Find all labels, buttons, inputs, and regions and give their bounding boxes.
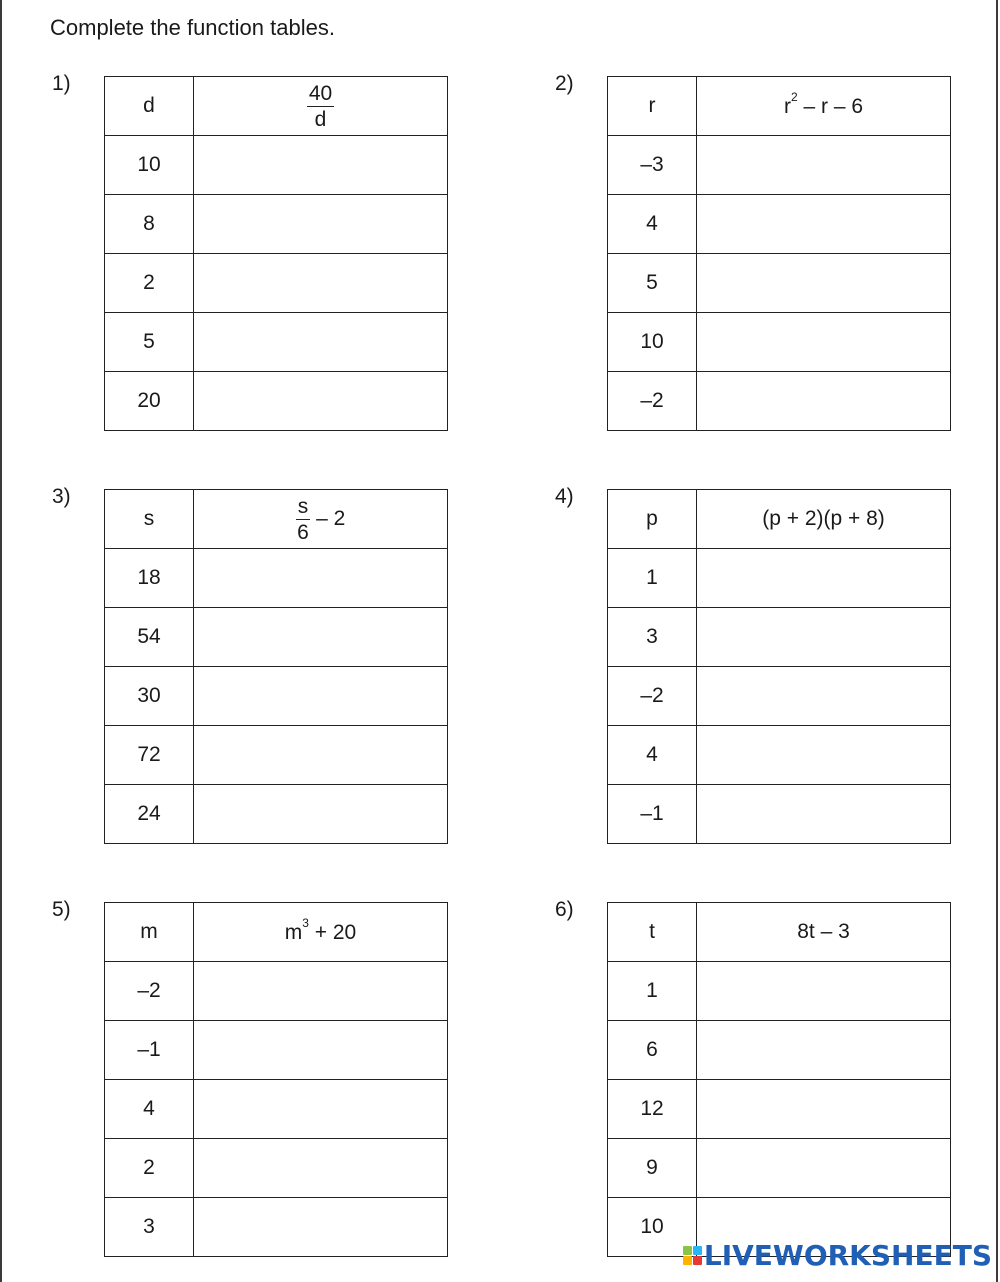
answer-cell[interactable] (194, 254, 448, 313)
table-header-row (105, 903, 448, 962)
rule-rest: – r – 6 (797, 94, 864, 118)
rule-fraction (307, 83, 334, 130)
liveworksheets-logo (683, 1239, 992, 1272)
table-row (105, 195, 448, 254)
input-variable-header: r (608, 77, 697, 136)
function-table (104, 902, 448, 1257)
answer-cell[interactable] (194, 549, 448, 608)
input-value: 10 (608, 1198, 697, 1257)
answer-cell[interactable] (194, 1080, 448, 1139)
rule-rest: – 2 (310, 506, 346, 530)
answer-cell[interactable] (194, 667, 448, 726)
table-row (105, 608, 448, 667)
instructions-text: Complete the function tables. (50, 15, 335, 40)
input-variable-header: m (105, 903, 194, 962)
answer-cell[interactable] (697, 313, 951, 372)
table-row (105, 1198, 448, 1257)
table-row (608, 1139, 951, 1198)
input-value: –2 (608, 372, 697, 431)
answer-cell[interactable] (697, 195, 951, 254)
problem-number: 3) (52, 485, 71, 508)
function-table (104, 76, 448, 431)
input-value: 3 (105, 1198, 194, 1257)
answer-cell[interactable] (697, 372, 951, 431)
table-row (608, 136, 951, 195)
rule-base: r (783, 94, 791, 118)
table-row (608, 313, 951, 372)
rule-exponent: 3 (302, 915, 309, 930)
problem-number: 4) (555, 485, 574, 508)
input-value: 4 (608, 195, 697, 254)
input-value: –1 (608, 785, 697, 844)
table-header-row (608, 903, 951, 962)
function-table (607, 76, 951, 431)
problem-number: 1) (52, 72, 71, 95)
input-value: –1 (105, 1021, 194, 1080)
input-value: 5 (608, 254, 697, 313)
table-row (105, 313, 448, 372)
input-variable-header: p (608, 490, 697, 549)
table-row (608, 726, 951, 785)
table-row (608, 785, 951, 844)
answer-cell[interactable] (697, 1139, 951, 1198)
input-value: 2 (105, 1139, 194, 1198)
input-value: 10 (608, 313, 697, 372)
table-row (608, 254, 951, 313)
input-value: 3 (608, 608, 697, 667)
problem-number: 2) (555, 72, 574, 95)
answer-cell[interactable] (194, 372, 448, 431)
input-value: 2 (105, 254, 194, 313)
rule-header (194, 490, 448, 549)
input-value: 4 (608, 726, 697, 785)
rule-exponent: 2 (790, 89, 798, 104)
answer-cell[interactable] (194, 726, 448, 785)
rule-denominator: d (314, 107, 327, 131)
input-value: 30 (105, 667, 194, 726)
answer-cell[interactable] (194, 962, 448, 1021)
input-value: 5 (105, 313, 194, 372)
input-value: 6 (608, 1021, 697, 1080)
logo-text: LIVEWORKSHEETS (703, 1239, 992, 1272)
input-variable-header: s (105, 490, 194, 549)
table-row (608, 549, 951, 608)
table-row (105, 1021, 448, 1080)
table-row (608, 608, 951, 667)
table-row (608, 195, 951, 254)
input-value: –3 (608, 136, 697, 195)
function-table (104, 489, 448, 844)
answer-cell[interactable] (697, 962, 951, 1021)
rule-rest: + 20 (308, 920, 357, 944)
input-value: 12 (608, 1080, 697, 1139)
answer-cell[interactable] (697, 608, 951, 667)
input-value: 54 (105, 608, 194, 667)
answer-cell[interactable] (194, 1198, 448, 1257)
answer-cell[interactable] (697, 726, 951, 785)
rule-denominator: 6 (297, 520, 309, 544)
table-header-row (105, 77, 448, 136)
rule-header: 8t – 3 (697, 903, 951, 962)
input-value: 8 (105, 195, 194, 254)
table-header-row (608, 490, 951, 549)
answer-cell[interactable] (697, 785, 951, 844)
logo-block (693, 1246, 702, 1255)
input-variable-header: d (105, 77, 194, 136)
table-row (608, 667, 951, 726)
answer-cell[interactable] (194, 1139, 448, 1198)
answer-cell[interactable] (194, 1021, 448, 1080)
rule-header (194, 77, 448, 136)
answer-cell[interactable] (194, 785, 448, 844)
table-header-row (608, 77, 951, 136)
table-row (105, 254, 448, 313)
table-row (105, 726, 448, 785)
table-row (105, 372, 448, 431)
input-value: –2 (105, 962, 194, 1021)
rule-header (697, 77, 951, 136)
table-row (608, 372, 951, 431)
table-row (608, 1021, 951, 1080)
answer-cell[interactable] (697, 1080, 951, 1139)
table-row (105, 136, 448, 195)
answer-cell[interactable] (194, 195, 448, 254)
logo-block (683, 1256, 692, 1265)
table-row (105, 667, 448, 726)
input-value: 1 (608, 962, 697, 1021)
input-value: 4 (105, 1080, 194, 1139)
rule-numerator: 40 (308, 81, 333, 105)
rule-header (194, 903, 448, 962)
function-table (607, 902, 951, 1257)
input-value: 18 (105, 549, 194, 608)
rule-base: m (284, 920, 303, 944)
table-row (105, 549, 448, 608)
logo-blocks-icon (683, 1246, 702, 1265)
problem-number: 5) (52, 898, 71, 921)
logo-block (693, 1256, 702, 1265)
problem-number: 6) (555, 898, 574, 921)
table-row (105, 1139, 448, 1198)
input-value: 1 (608, 549, 697, 608)
rule-header: (p + 2)(p + 8) (697, 490, 951, 549)
answer-cell[interactable] (697, 136, 951, 195)
rule-numerator: s (297, 494, 309, 518)
answer-cell[interactable] (697, 1021, 951, 1080)
table-row (105, 785, 448, 844)
answer-cell[interactable] (194, 136, 448, 195)
answer-cell[interactable] (697, 549, 951, 608)
input-value: –2 (608, 667, 697, 726)
input-value: 20 (105, 372, 194, 431)
answer-cell[interactable] (697, 667, 951, 726)
input-variable-header: t (608, 903, 697, 962)
answer-cell[interactable] (697, 254, 951, 313)
function-table (607, 489, 951, 844)
table-row (608, 1080, 951, 1139)
table-row (105, 1080, 448, 1139)
answer-cell[interactable] (194, 608, 448, 667)
input-value: 10 (105, 136, 194, 195)
table-header-row (105, 490, 448, 549)
table-row (608, 962, 951, 1021)
input-value: 72 (105, 726, 194, 785)
table-row (105, 962, 448, 1021)
input-value: 24 (105, 785, 194, 844)
rule-fraction (296, 496, 311, 543)
input-value: 9 (608, 1139, 697, 1198)
logo-block (683, 1246, 692, 1255)
answer-cell[interactable] (194, 313, 448, 372)
